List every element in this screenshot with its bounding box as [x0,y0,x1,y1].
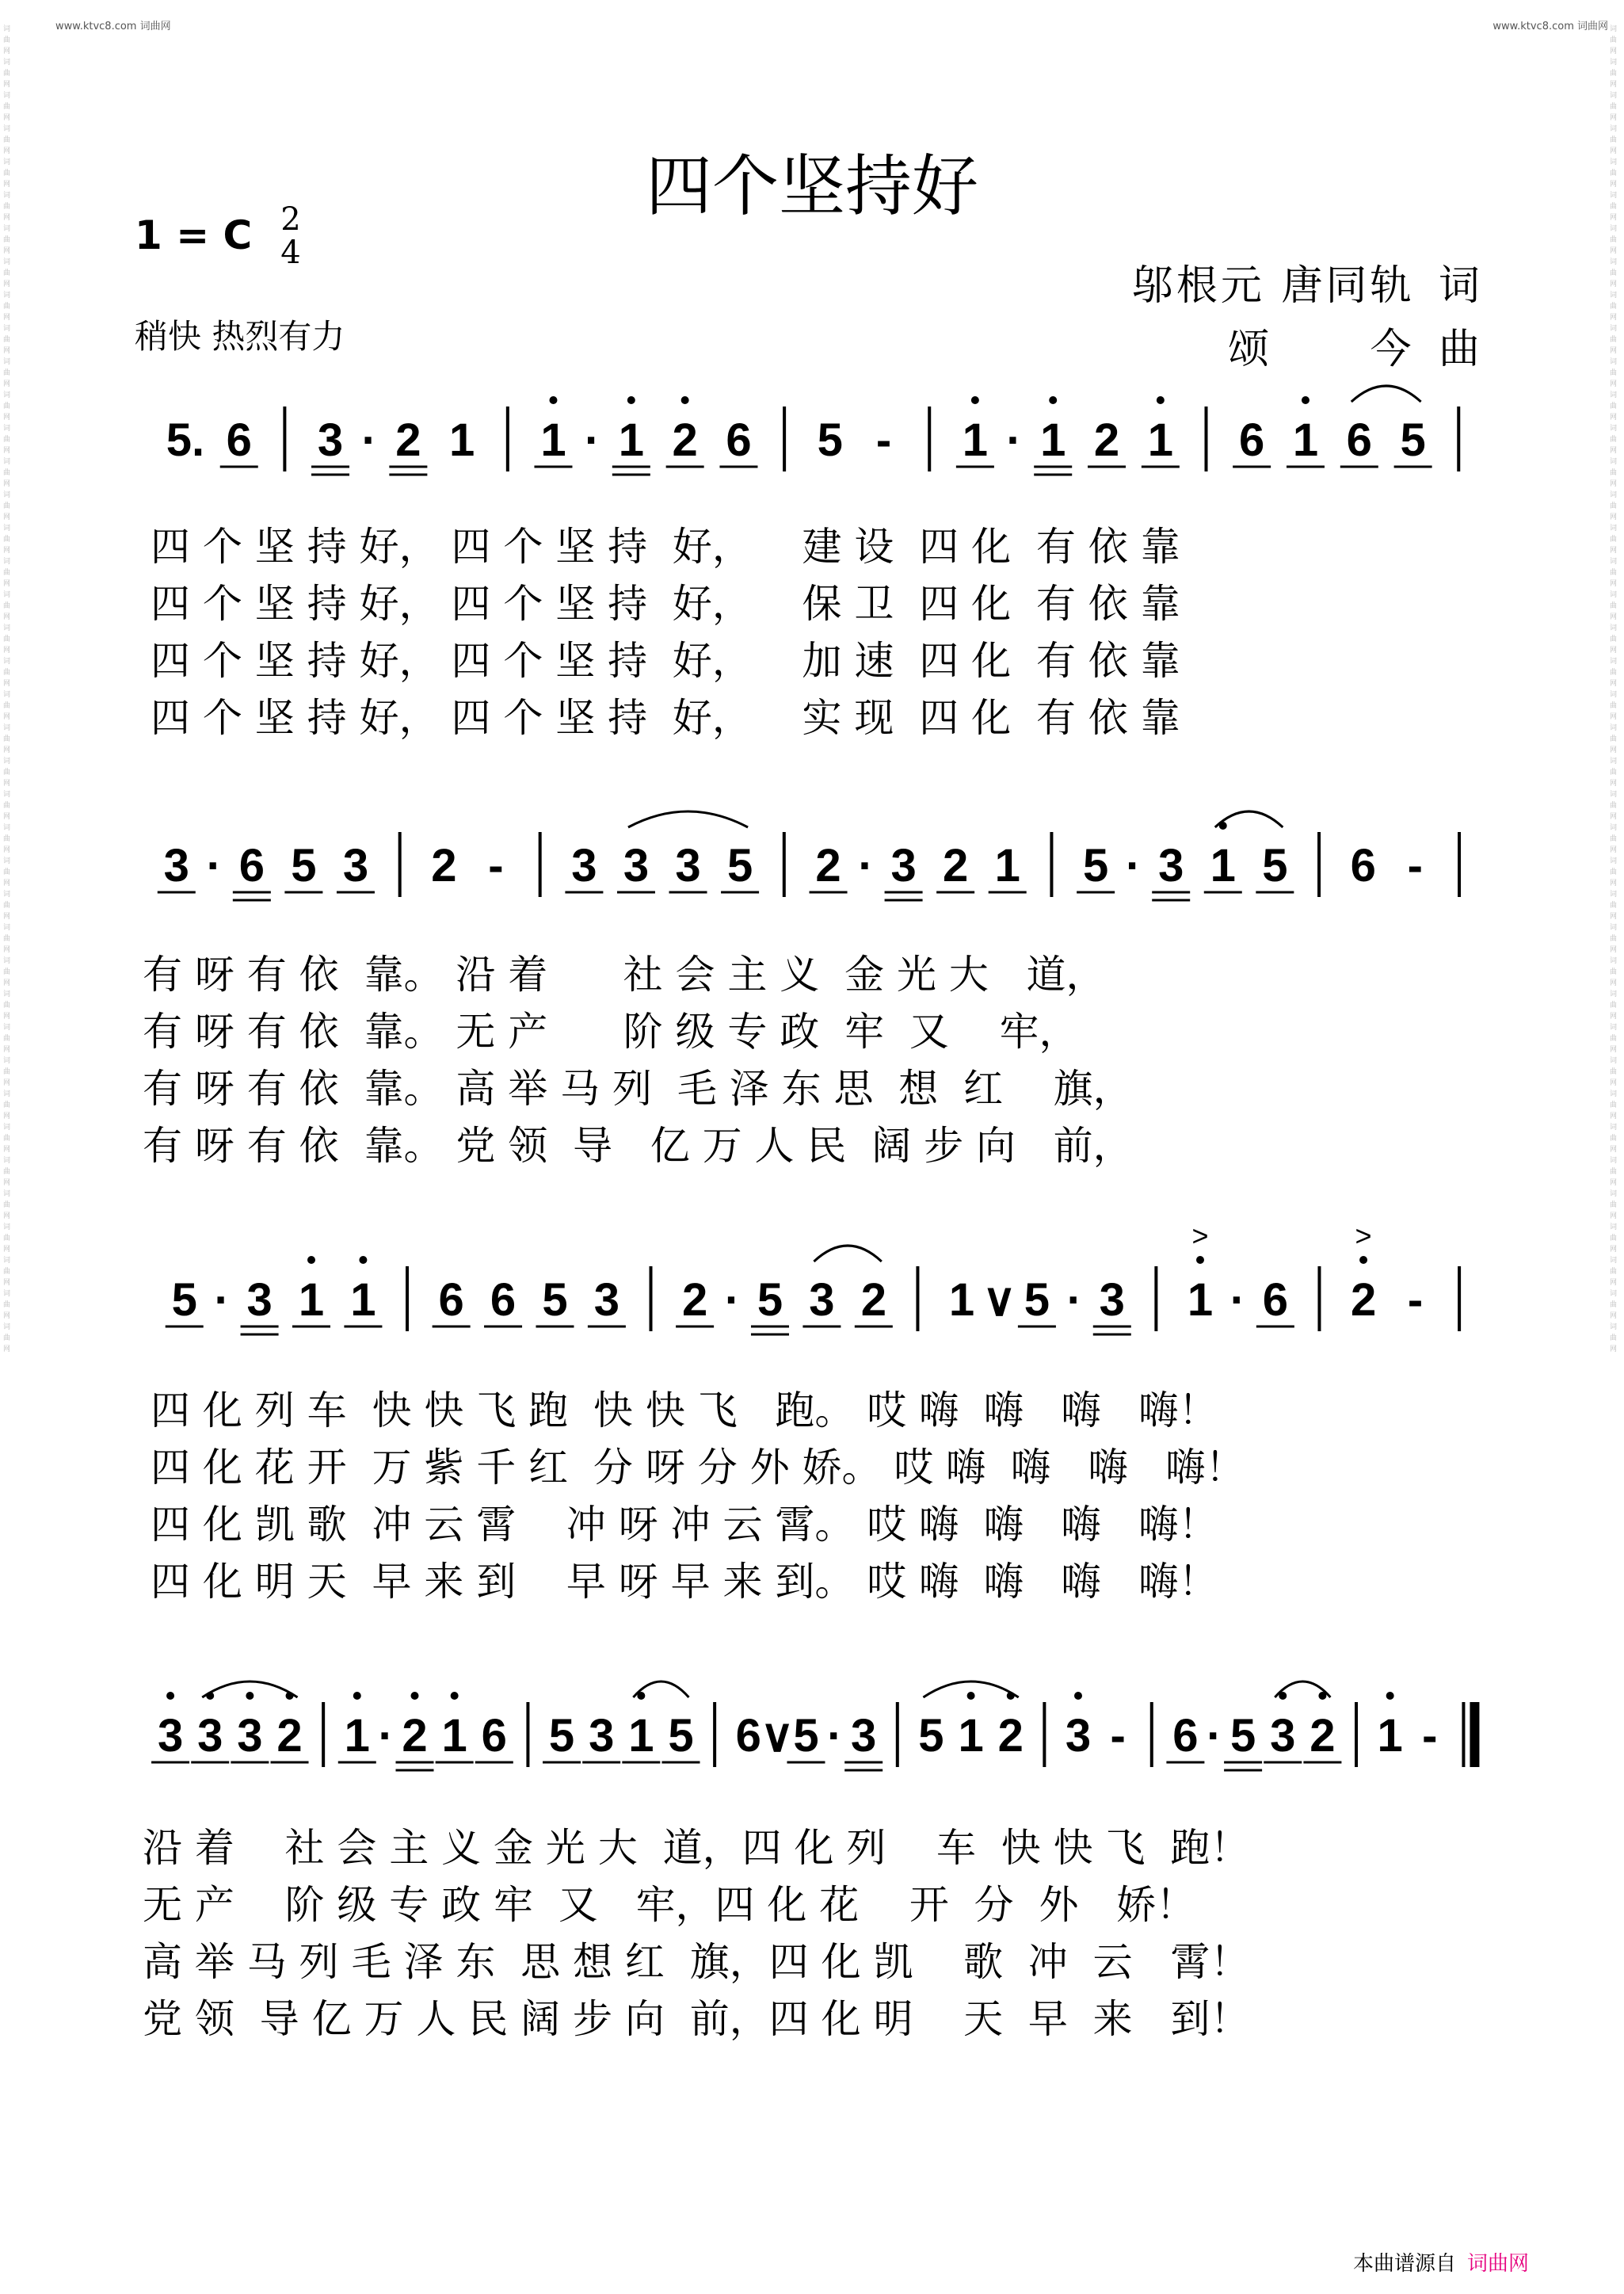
note: - [1407,1274,1424,1326]
octave-dot-high [410,1692,418,1700]
note: 1 [298,1274,325,1326]
note: 1 [344,1710,370,1762]
key-signature: 1 = C [135,212,253,258]
composer-role: 曲 [1438,326,1483,373]
note: 1 [994,840,1020,891]
accent-mark: > [1191,1220,1209,1252]
octave-dot-high [1074,1692,1082,1700]
note: 5 [291,840,317,891]
note: 1 [1377,1710,1403,1762]
note: 3 [851,1710,877,1762]
note: 5 [726,840,753,891]
note: 1 [618,414,644,466]
note: · [1066,1274,1083,1326]
lyric-line: 四 化 凯 歌 冲 云 霄 冲 呀 冲 云 霄。 哎 嗨 嗨 嗨 嗨！ [151,1502,1218,1548]
note: 5. [166,414,205,466]
note: 2 [943,840,969,891]
note: 3 [197,1710,223,1762]
note: 6 [1346,414,1372,466]
note: 1 [628,1710,654,1762]
note: 1 [948,1274,975,1326]
note: 3 [342,840,369,891]
note: 1 [540,414,566,466]
note: · [584,414,600,466]
watermark-left-edge: 词曲网词曲网词曲网词曲网词曲网词曲网词曲网词曲网词曲网词曲网词曲网词曲网词曲网词曲网词曲网词曲网词曲网词曲网词曲网词曲网词曲网词曲网词曲网词曲网词曲网词曲网词曲网词曲网词曲网词曲网词曲网词曲网词曲网词曲网词曲网词曲网词曲网词曲网词曲网词曲网 [3,25,11,1353]
time-signature-bottom: 4 [280,235,301,271]
note: · [361,414,377,466]
note: ∨ [760,1710,795,1762]
note: 6 [438,1274,464,1326]
note: 3 [246,1274,273,1326]
note: - [875,414,892,466]
note: 1 [958,1710,984,1762]
octave-dot-high [1302,396,1309,404]
composer-names: 颂 今 [1228,326,1415,373]
note: 1 [962,414,989,466]
lyric-line: 四 个 坚 持 好， 四 个 坚 持 好， 建 设 四 化 有 依 靠 [151,524,1180,570]
note: 1 [1147,414,1173,466]
note: 6 [1239,414,1265,466]
lyric-line: 四 化 明 天 早 来 到 早 呀 早 来 到。 哎 嗨 嗨 嗨 嗨！ [151,1559,1218,1605]
note: 5 [542,1274,568,1326]
watermark-top-right: www.ktvc8.com 词曲网 [1492,21,1608,32]
note: 2 [431,840,457,891]
note: 6 [726,414,752,466]
octave-dot-high [1386,1692,1394,1700]
note: - [1110,1710,1126,1762]
note: 6 [490,1274,517,1326]
note: 6 [735,1710,761,1762]
lyric-line: 四 化 花 开 万 紫 千 红 分 呀 分 外 娇。 哎 嗨 嗨 嗨 嗨！ [151,1445,1245,1491]
lyric-line: 四 个 坚 持 好， 四 个 坚 持 好， 加 速 四 化 有 依 靠 [151,638,1180,684]
octave-dot-high [1157,396,1165,404]
octave-dot-high [681,396,689,404]
note: 6 [1172,1710,1199,1762]
note: 3 [237,1710,263,1762]
note: 2 [276,1710,303,1762]
octave-dot-high [971,396,979,404]
source-note-text: 本曲谱源自 [1352,2252,1456,2276]
note: 3 [1065,1710,1092,1762]
note: 5 [918,1710,944,1762]
song-title: 四个坚持好 [645,147,978,225]
note: 5 [1262,840,1288,891]
note: · [214,1274,230,1326]
note: 2 [997,1710,1024,1762]
note: 1 [1210,840,1236,891]
lyricist-role: 词 [1438,262,1483,310]
time-signature-top: 2 [280,201,301,238]
octave-dot-high [1196,1256,1204,1264]
tempo-marking: 稍快 热烈有力 [135,317,345,356]
lyric-line: 无 产 阶 级 专 政 牢 又 牢，四 化 花 开 分 外 娇！ [143,1882,1196,1928]
lyric-line: 四 个 坚 持 好， 四 个 坚 持 好， 保 卫 四 化 有 依 靠 [151,581,1180,627]
note: 3 [809,1274,835,1326]
octave-dot-high [166,1692,174,1700]
watermark-right-edge: 词曲网词曲网词曲网词曲网词曲网词曲网词曲网词曲网词曲网词曲网词曲网词曲网词曲网词曲网词曲网词曲网词曲网词曲网词曲网词曲网词曲网词曲网词曲网词曲网词曲网词曲网词曲网词曲网词曲网词曲网词曲网词曲网词曲网词曲网词曲网词曲网词曲网词曲网词曲网词曲网 [1610,25,1618,1353]
note: 5 [1229,1710,1256,1762]
note: 2 [681,1274,708,1326]
accent-mark: > [1355,1220,1372,1252]
note: · [1207,1710,1222,1762]
note: 5 [171,1274,197,1326]
note: · [724,1274,741,1326]
octave-dot-high [353,1692,361,1700]
lyric-line: 有 呀 有 依 靠。 沿 着 社 会 主 义 金 光 大 道， [143,952,1106,998]
lyric-line: 高 举 马 列 毛 泽 东 思 想 红 旗，四 化 凯 歌 冲 云 霄！ [143,1939,1250,1985]
note: 5 [1083,840,1109,891]
octave-dot-high [246,1692,254,1700]
note: 3 [157,1710,184,1762]
note: 2 [395,414,421,466]
note: 3 [1270,1710,1296,1762]
note: 2 [1309,1710,1336,1762]
note: 2 [860,1274,886,1326]
note: 3 [163,840,189,891]
note: 2 [672,414,698,466]
note: · [858,840,874,891]
lyric-line: 党 领 导 亿 万 人 民 阔 步 向 前，四 化 明 天 早 来 到！ [143,1996,1250,2042]
note: · [1126,840,1142,891]
note: 1 [441,1710,467,1762]
note: · [206,840,222,891]
note: · [827,1710,843,1762]
lyric-line: 有 呀 有 依 靠。 无 产 阶 级 专 政 牢 又 牢， [143,1009,1079,1055]
note: 1 [449,414,475,466]
note: - [1407,840,1423,891]
note: · [1006,414,1022,466]
note: 5 [757,1274,783,1326]
watermark-top-left: www.ktvc8.com 词曲网 [55,21,171,32]
note: 5 [1400,414,1426,466]
note: · [378,1710,394,1762]
slur [628,811,748,827]
note: ∨ [982,1274,1016,1326]
note: 6 [481,1710,507,1762]
source-note [1353,2247,1529,2277]
lyricist-names: 邬根元 唐同轨 [1131,262,1415,310]
octave-dot-high [451,1692,459,1700]
note: 3 [890,840,917,891]
note: 5 [793,1710,819,1762]
lyric-line: 沿 着 社 会 主 义 金 光 大 道，四 化 列 车 快 快 飞 跑！ [143,1825,1250,1871]
lyric-line: 有 呀 有 依 靠。 高 举 马 列 毛 泽 东 思 想 红 旗， [143,1066,1133,1112]
note: 1 [1292,414,1319,466]
note: 6 [1262,1274,1288,1326]
lyric-line: 四 个 坚 持 好， 四 个 坚 持 好， 实 现 四 化 有 依 靠 [151,695,1180,741]
octave-dot-high [1359,1256,1367,1264]
note: 3 [589,1710,615,1762]
note: 3 [571,840,597,891]
note: 3 [1099,1274,1125,1326]
note: 5 [548,1710,575,1762]
octave-dot-high [967,1692,975,1700]
note: - [488,840,504,891]
note: 1 [1040,414,1066,466]
lyric-line: 四 化 列 车 快 快 飞 跑 快 快 飞 跑。 哎 嗨 嗨 嗨 嗨！ [151,1387,1218,1433]
note: 3 [1158,840,1184,891]
note: 3 [623,840,650,891]
note: 1 [1187,1274,1214,1326]
note: 2 [1093,414,1120,466]
note: 5 [668,1710,694,1762]
note: 6 [238,840,265,891]
note: 5 [817,414,843,466]
lyric-line: 有 呀 有 依 靠。 党 领 导 亿 万 人 民 阔 步 向 前， [143,1123,1133,1169]
note: 3 [317,414,344,466]
note: 2 [815,840,841,891]
slur [814,1246,881,1262]
note: 3 [593,1274,620,1326]
note: 1 [350,1274,376,1326]
source-note-brand: 词曲网 [1466,2252,1529,2276]
octave-dot-high [549,396,557,404]
note: 6 [1350,840,1376,891]
note: - [1422,1710,1438,1762]
octave-dot-high [1049,396,1057,404]
note: 3 [675,840,701,891]
slur [1351,386,1421,402]
note: 2 [1350,1274,1377,1326]
note: 2 [402,1710,428,1762]
octave-dot-high [359,1256,367,1264]
note: 6 [226,414,252,466]
note: 5 [1024,1274,1050,1326]
octave-dot-high [627,396,635,404]
note: · [1229,1274,1246,1326]
octave-dot-high [307,1256,315,1264]
